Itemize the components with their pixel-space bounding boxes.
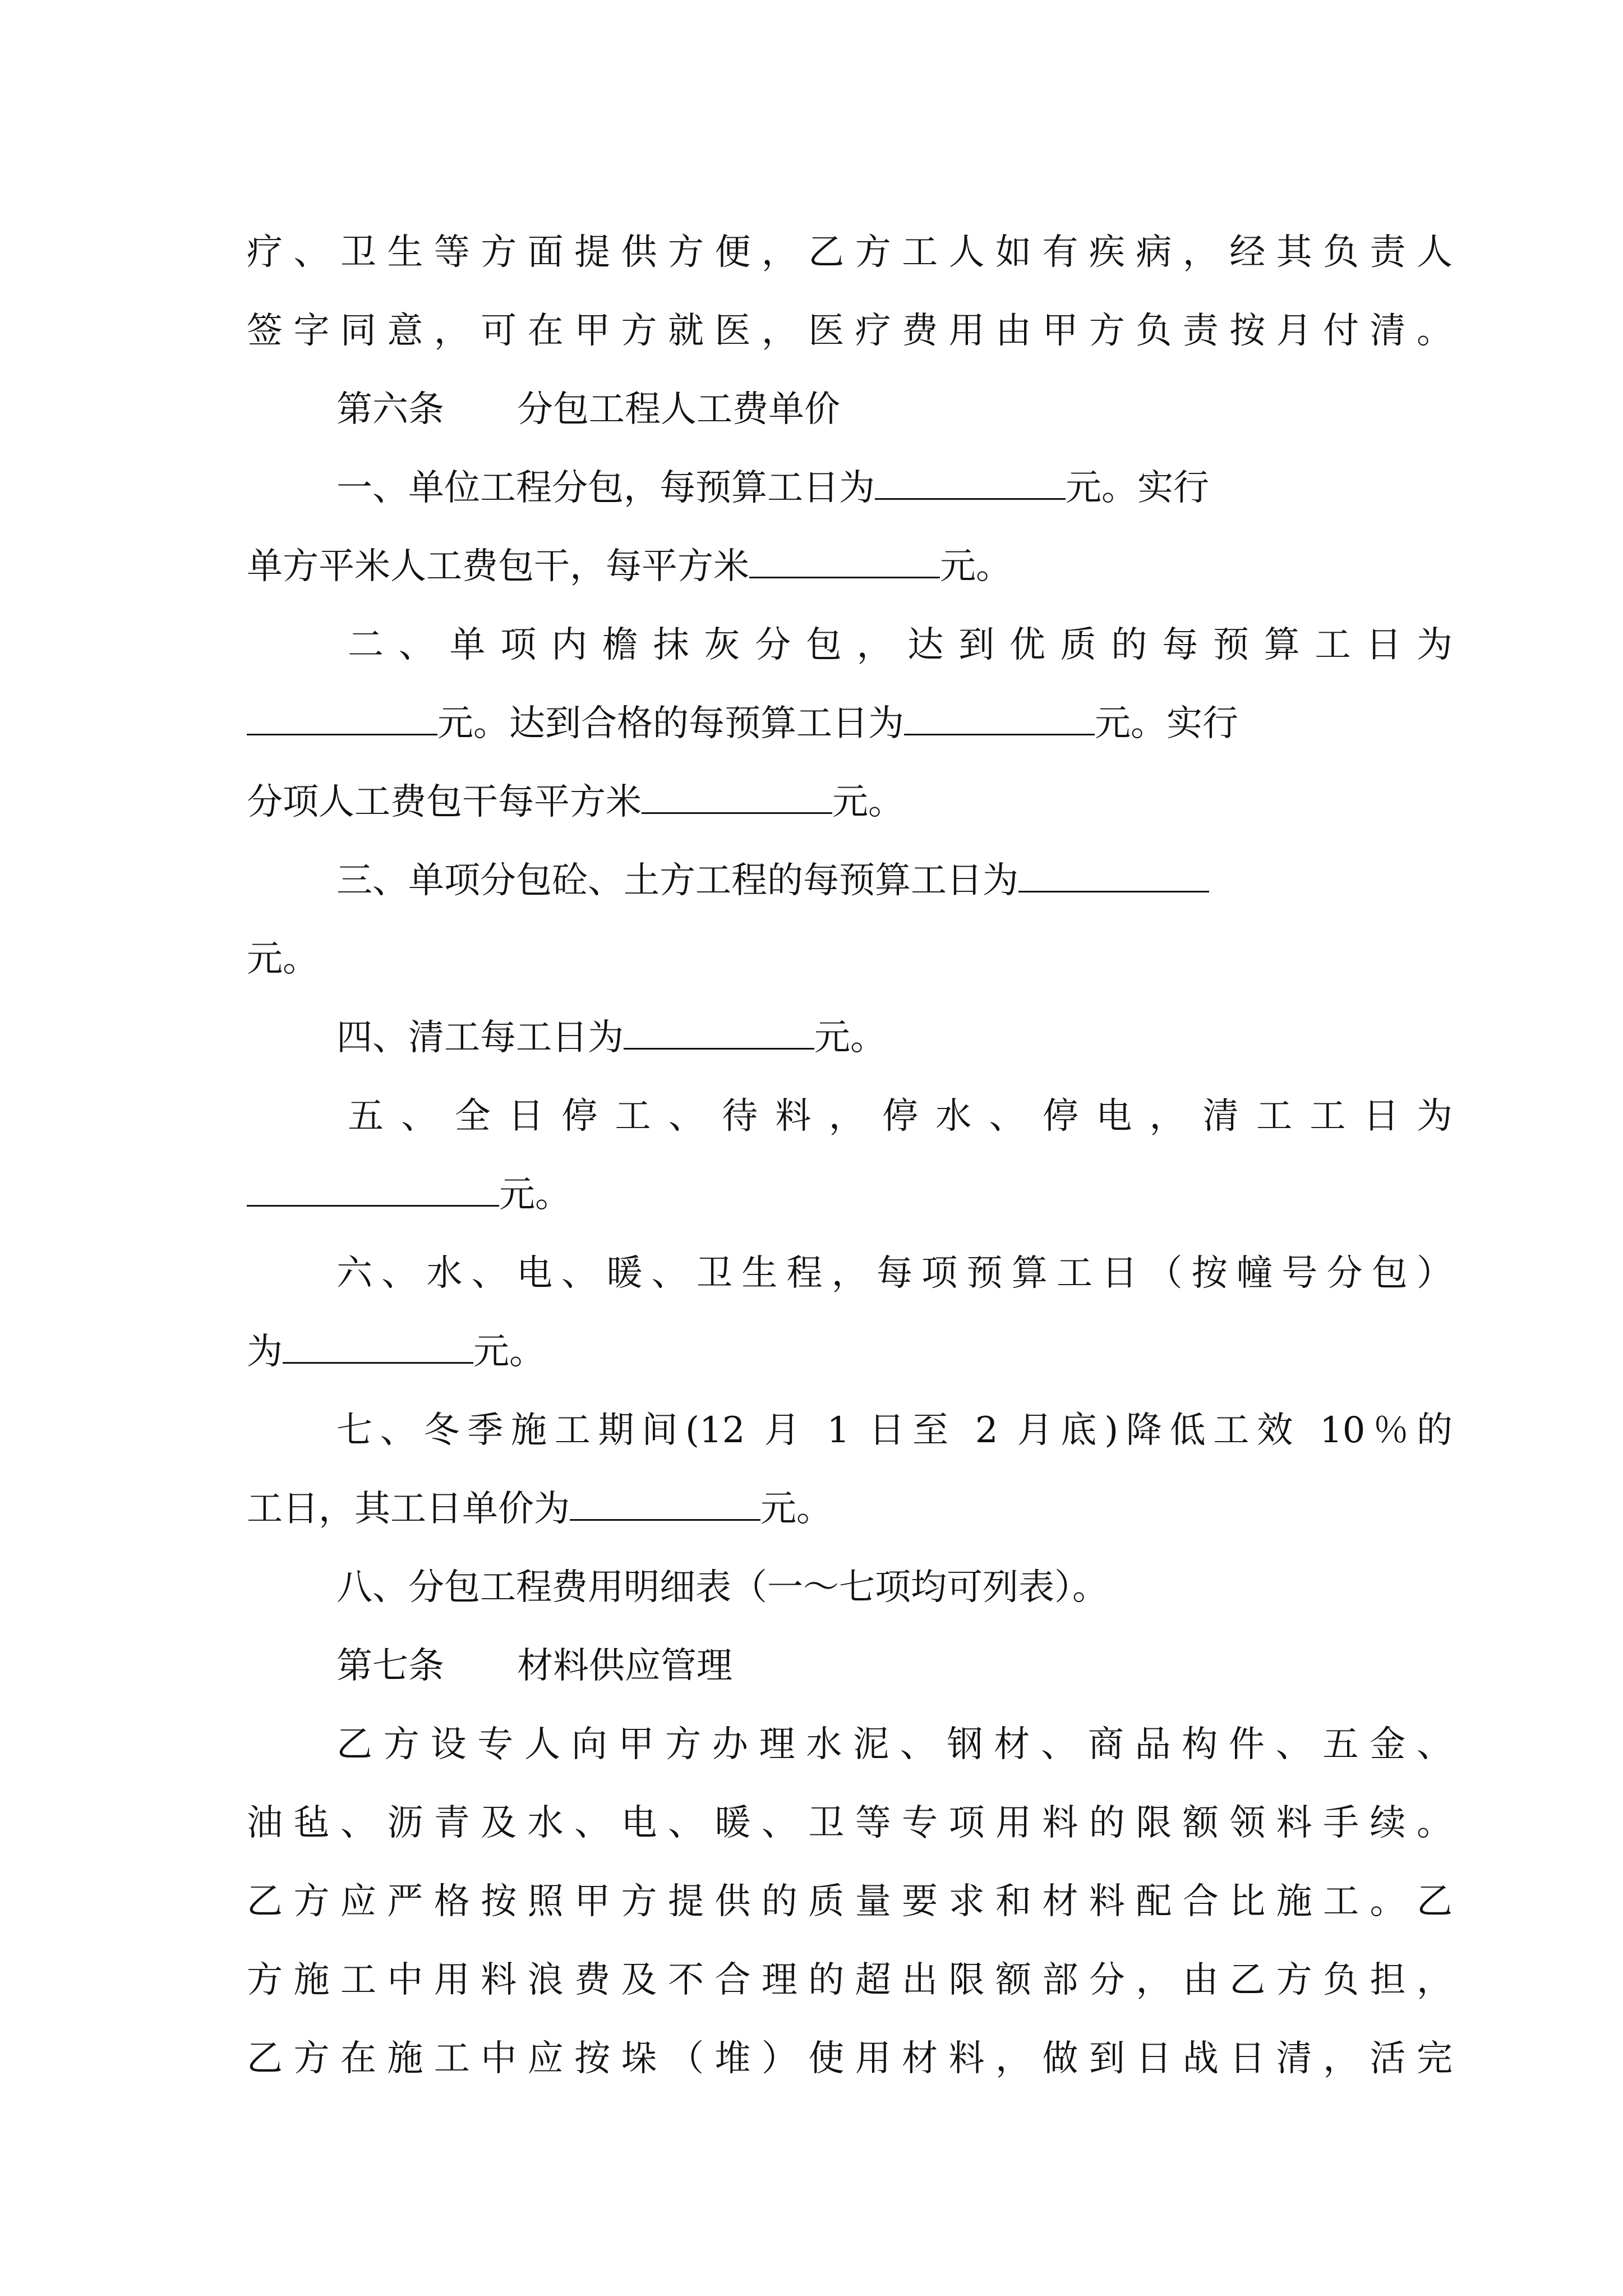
paragraph-line: 为 元。: [247, 1331, 545, 1373]
fill-in-blank: [247, 702, 437, 735]
fill-in-blank: [624, 1016, 814, 1050]
paragraph-line: 六、水、电、暖、卫生程，每项预算工日（按幢号分包）: [336, 1253, 1453, 1294]
paragraph-line: 工日，其工日单价为 元。: [247, 1488, 832, 1530]
paragraph-line: 四、清工每工日为 元。: [336, 1017, 886, 1059]
article-title: 分包工程人工费单价: [517, 389, 840, 430]
article-title: 材料供应管理: [517, 1645, 732, 1687]
paragraph-line: 八、分包工程费用明细表（一～七项均可列表）。: [336, 1567, 1108, 1608]
paragraph-line: 乙方设专人向甲方办理水泥、钢材、商品构件、五金、: [336, 1724, 1453, 1765]
fill-in-blank: [283, 1331, 473, 1364]
paragraph-line: 方施工中用料浪费及不合理的超出限额部分，由乙方负担，: [247, 1959, 1453, 2001]
fill-in-blank: [749, 545, 940, 578]
paragraph-line: 乙方应严格按照甲方提供的质量要求和材料配合比施工。乙: [247, 1881, 1453, 1922]
paragraph-line: 乙方在施工中应按垛（堆）使用材料，做到日战日清，活完: [247, 2038, 1453, 2079]
paragraph-line: 疗、卫生等方面提供方便，乙方工人如有疾病，经其负责人: [247, 232, 1453, 273]
paragraph-line: 五、全日停工、待料，停水、停电，清工工日为: [348, 1096, 1453, 1137]
paragraph-line: 签字同意，可在甲方就医，医疗费用由甲方负责按月付清。: [247, 310, 1453, 352]
fill-in-blank: [875, 467, 1066, 500]
fill-in-blank: [1018, 859, 1209, 892]
article-number: 第七条: [336, 1645, 444, 1687]
paragraph-line: 一、单位工程分包，每预算工日为 元。实行: [336, 467, 1209, 509]
paragraph-line: 分项人工费包干每平方米 元。: [247, 781, 904, 823]
paragraph-line: 七、冬季施工期间(12 月 1 日至 2 月底)降低工效 10％的: [336, 1410, 1453, 1451]
fill-in-blank: [247, 1174, 499, 1207]
fill-in-blank: [904, 702, 1095, 735]
paragraph-line: 二、单项内檐抹灰分包，达到优质的每预算工日为: [348, 624, 1453, 666]
fill-in-blank: [570, 1488, 760, 1521]
paragraph-line: 元。: [247, 938, 319, 980]
paragraph-line: 三、单项分包砼、土方工程的每预算工日为: [247, 841, 1453, 920]
paragraph-line: 元。达到合格的每预算工日为 元。实行: [247, 684, 1453, 763]
contract-body: [247, 213, 1453, 2098]
article-number: 第六条: [336, 389, 444, 430]
article-heading: [247, 370, 1453, 449]
paragraph-line: 元。: [247, 1156, 1453, 1234]
paragraph-line: 单方平米人工费包干，每平方米 元。: [247, 546, 1012, 587]
article-heading: [247, 1627, 1453, 1705]
paragraph-line: 油毡、沥青及水、电、暖、卫等专项用料的限额领料手续。: [247, 1802, 1453, 1844]
fill-in-blank: [642, 781, 832, 814]
